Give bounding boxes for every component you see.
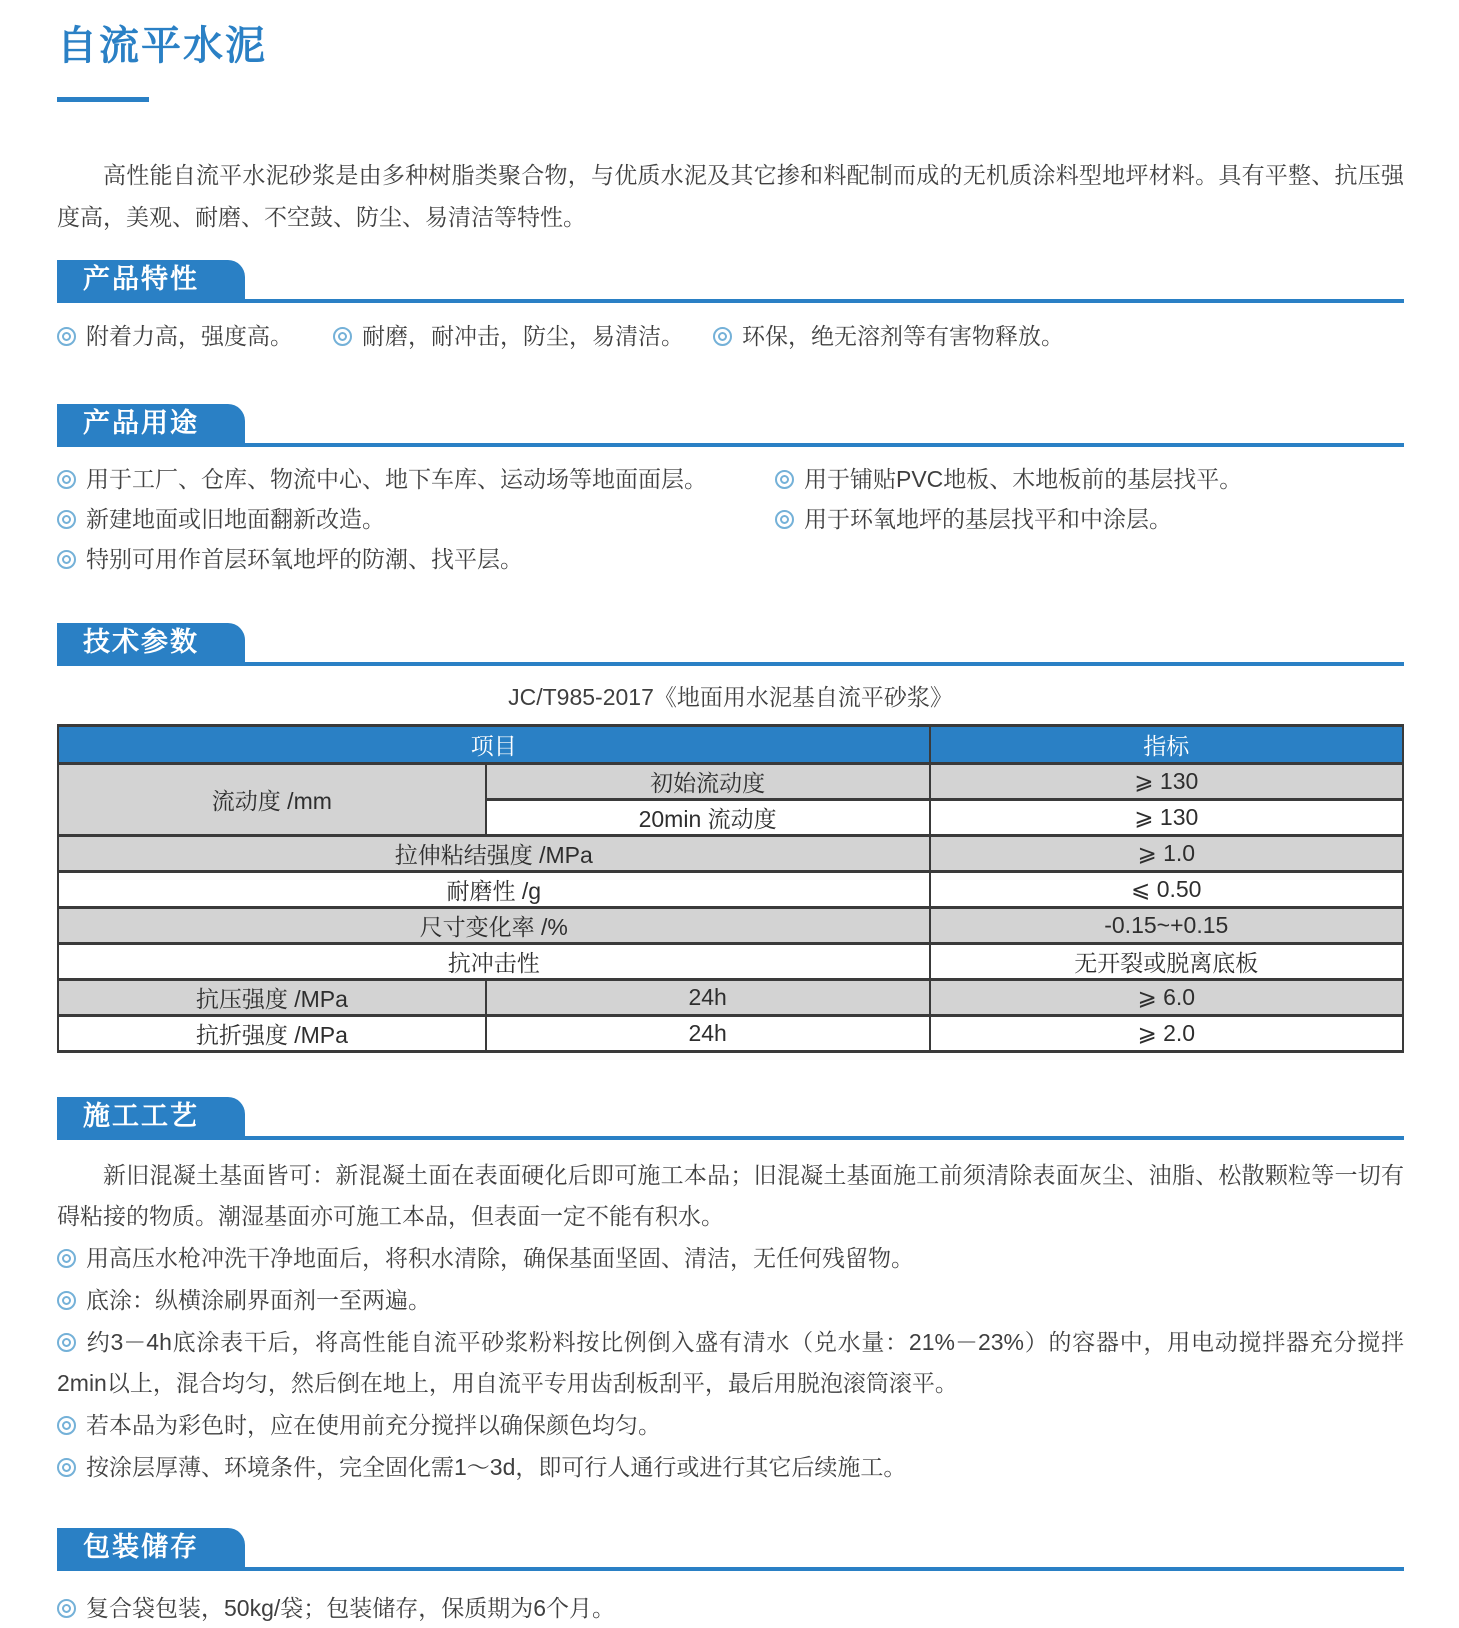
- intro-paragraph: 高性能自流平水泥砂浆是由多种树脂类聚合物，与优质水泥及其它掺和料配制而成的无机质涂料型地坪材料。具有平整、抗压强度高，美观、耐磨、不空鼓、防尘、易清洁等特性。: [57, 162, 1404, 230]
- list-item: [57, 539, 775, 579]
- column-header-project: 项目: [58, 726, 930, 764]
- use-text: 用于环氧地坪的基层找平和中涂层。: [804, 506, 1172, 532]
- section-tab-features: 产品特性: [57, 260, 245, 299]
- list-item: [57, 1588, 1404, 1628]
- uses-right-column: [775, 459, 1242, 579]
- double-circle-bullet-icon: [57, 470, 76, 489]
- table-cell: ⩾ 130: [930, 800, 1403, 836]
- process-paragraph: 新旧混凝土基面皆可：新混凝土面在表面硬化后即可施工本品；旧混凝土基面施工前须清除表面灰尘、油脂、松散颗粒等一切有碍粘接的物质。潮湿基面亦可施工本品，但表面一定不能有积水。: [57, 1162, 1404, 1229]
- table-cell: ⩾ 130: [930, 764, 1403, 800]
- section-head-packaging: [57, 1528, 1404, 1571]
- list-item: [713, 316, 1064, 356]
- double-circle-bullet-icon: [775, 510, 794, 529]
- feature-text: 环保，绝无溶剂等有害物释放。: [742, 323, 1064, 349]
- table-row: [58, 908, 1403, 944]
- section-head-tech: [57, 623, 1404, 666]
- process-body: [57, 1155, 1404, 1488]
- table-cell: 抗折强度 /MPa: [58, 1016, 486, 1052]
- section-features: [57, 260, 1404, 356]
- column-header-index: 指标: [930, 726, 1403, 764]
- table-row: [58, 764, 1403, 800]
- section-head-process: [57, 1097, 1404, 1140]
- section-tab-uses: 产品用途: [57, 404, 245, 443]
- packaging-text: 复合袋包装，50kg/袋；包装储存，保质期为6个月。: [86, 1595, 616, 1621]
- double-circle-bullet-icon: [713, 327, 732, 346]
- list-item: [57, 1322, 1404, 1404]
- feature-text: 附着力高，强度高。: [86, 323, 293, 349]
- table-cell: 无开裂或脱离底板: [930, 944, 1403, 980]
- table-cell: 拉伸粘结强度 /MPa: [58, 836, 930, 872]
- table-cell: ⩽ 0.50: [930, 872, 1403, 908]
- table-row: [58, 944, 1403, 980]
- process-step-text: 约3－4h底涂表干后，将高性能自流平砂浆粉料按比例倒入盛有清水（兑水量：21%－23%）的容器中，用电动搅拌器充分搅拌2min以上，混合均匀，然后倒在地上，用自流平专用齿刮板刮平，最后用脱泡滚筒滚平。: [57, 1329, 1404, 1396]
- process-step-text: 若本品为彩色时，应在使用前充分搅拌以确保颜色均匀。: [86, 1412, 661, 1438]
- process-step-text: 用高压水枪冲洗干净地面后，将积水清除，确保基面坚固、清洁，无任何残留物。: [86, 1245, 914, 1271]
- section-uses: [57, 404, 1404, 579]
- double-circle-bullet-icon: [333, 327, 352, 346]
- list-item: [57, 316, 333, 356]
- table-cell: ⩾ 2.0: [930, 1016, 1403, 1052]
- table-row: [58, 1016, 1403, 1052]
- table-row: [58, 836, 1403, 872]
- table-caption: JC/T985-2017《地面用水泥基自流平砂浆》: [508, 684, 953, 710]
- double-circle-bullet-icon: [57, 1599, 76, 1618]
- use-text: 特别可用作首层环氧地坪的防潮、找平层。: [86, 546, 523, 572]
- section-head-uses: [57, 404, 1404, 447]
- table-cell: 抗冲击性: [58, 944, 930, 980]
- section-process: [57, 1097, 1404, 1488]
- table-cell: 流动度 /mm: [58, 764, 486, 836]
- uses-list: [57, 459, 1404, 579]
- list-item: [333, 316, 713, 356]
- table-cell: 20min 流动度: [486, 800, 930, 836]
- title-underline: [57, 97, 149, 102]
- double-circle-bullet-icon: [57, 1333, 76, 1352]
- list-item: [775, 499, 1242, 539]
- use-text: 新建地面或旧地面翻新改造。: [86, 506, 385, 532]
- section-packaging: [57, 1528, 1404, 1628]
- process-step-text: 底涂：纵横涂刷界面剂一至两遍。: [86, 1287, 431, 1313]
- tech-params-table: [57, 724, 1404, 1053]
- table-cell: ⩾ 6.0: [930, 980, 1403, 1016]
- double-circle-bullet-icon: [57, 327, 76, 346]
- double-circle-bullet-icon: [775, 470, 794, 489]
- table-cell: 耐磨性 /g: [58, 872, 930, 908]
- table-cell: 尺寸变化率 /%: [58, 908, 930, 944]
- double-circle-bullet-icon: [57, 1291, 76, 1310]
- table-header-row: [58, 726, 1403, 764]
- table-row: [58, 872, 1403, 908]
- table-cell: ⩾ 1.0: [930, 836, 1403, 872]
- section-head-features: [57, 260, 1404, 303]
- page-title: 自流平水泥: [57, 24, 267, 68]
- double-circle-bullet-icon: [57, 1458, 76, 1477]
- list-item: [57, 1238, 1404, 1279]
- list-item: [57, 1447, 1404, 1488]
- list-item: [57, 499, 775, 539]
- feature-text: 耐磨，耐冲击，防尘，易清洁。: [362, 323, 684, 349]
- table-cell: 抗压强度 /MPa: [58, 980, 486, 1016]
- double-circle-bullet-icon: [57, 1249, 76, 1268]
- list-item: [775, 459, 1242, 499]
- table-cell: 初始流动度: [486, 764, 930, 800]
- table-cell: 24h: [486, 1016, 930, 1052]
- use-text: 用于铺贴PVC地板、木地板前的基层找平。: [804, 466, 1243, 492]
- table-cell: -0.15~+0.15: [930, 908, 1403, 944]
- process-step-text: 按涂层厚薄、环境条件，完全固化需1～3d，即可行人通行或进行其它后续施工。: [86, 1454, 907, 1480]
- table-row: [58, 980, 1403, 1016]
- list-item: [57, 459, 775, 499]
- section-tech-params: [57, 623, 1404, 1053]
- uses-left-column: [57, 459, 775, 579]
- double-circle-bullet-icon: [57, 510, 76, 529]
- section-tab-process: 施工工艺: [57, 1097, 245, 1136]
- table-cell: 24h: [486, 980, 930, 1016]
- list-item: [57, 1280, 1404, 1321]
- section-tab-tech: 技术参数: [57, 623, 245, 662]
- section-tab-packaging: 包装储存: [57, 1528, 245, 1567]
- double-circle-bullet-icon: [57, 550, 76, 569]
- list-item: [57, 1405, 1404, 1446]
- features-list: [57, 316, 1404, 356]
- double-circle-bullet-icon: [57, 1416, 76, 1435]
- use-text: 用于工厂、仓库、物流中心、地下车库、运动场等地面面层。: [86, 466, 707, 492]
